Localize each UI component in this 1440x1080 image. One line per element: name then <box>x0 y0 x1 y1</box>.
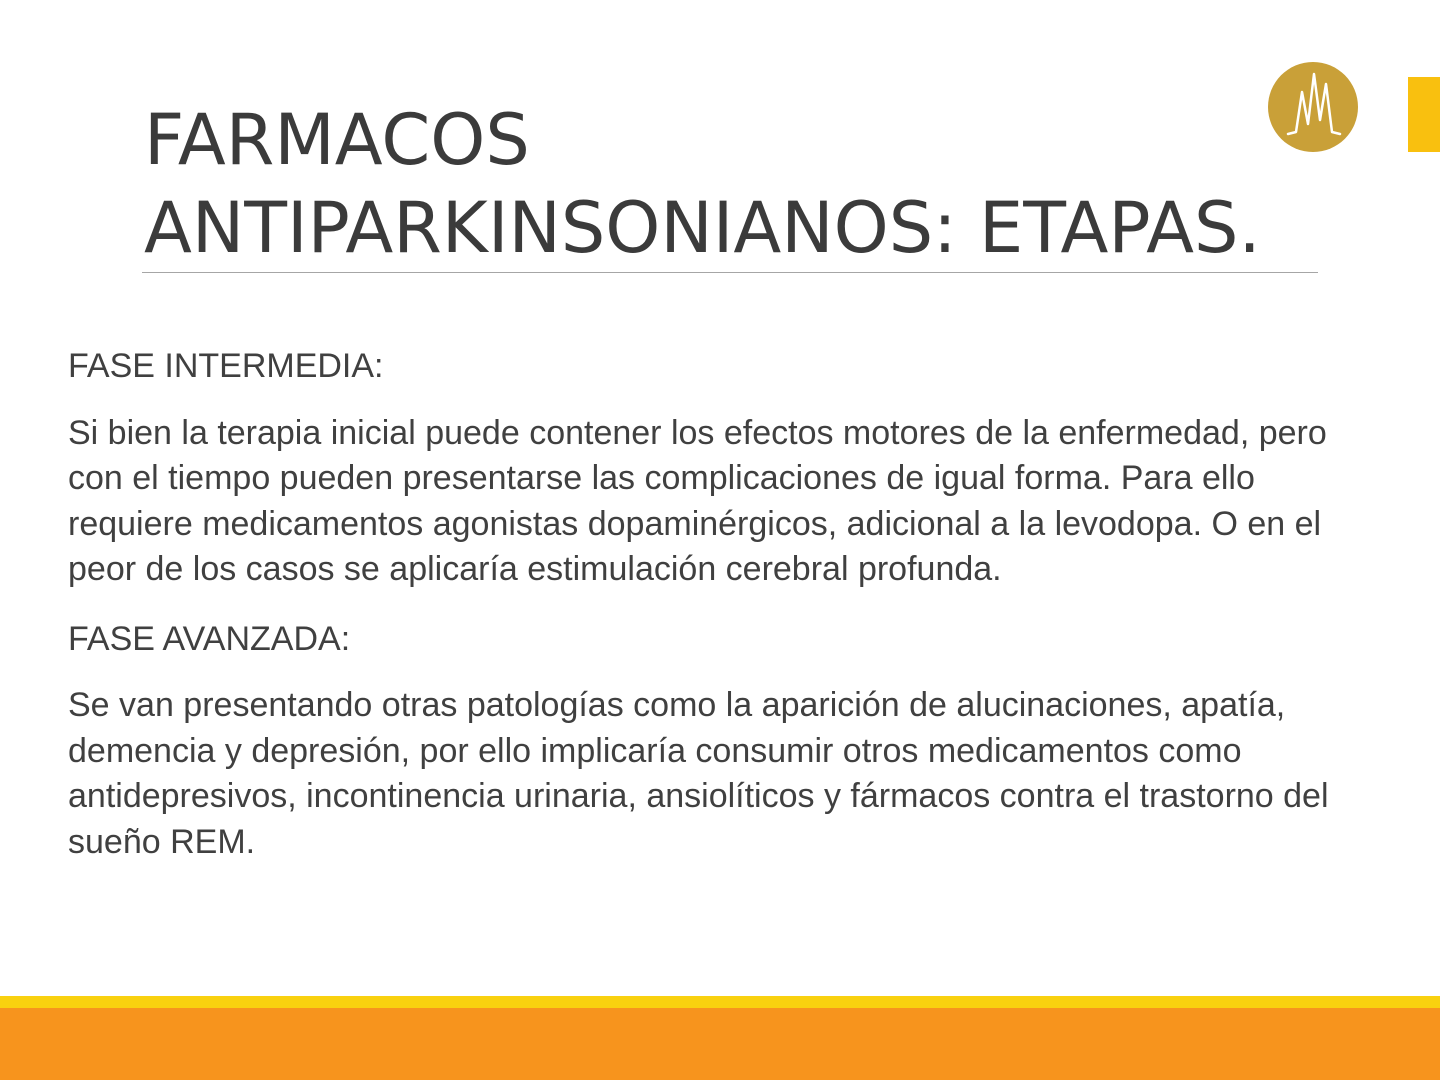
title-line-2: ANTIPARKINSONIANOS: ETAPAS. <box>144 187 1261 269</box>
footer-orange-band <box>0 1008 1440 1080</box>
footer-yellow-band <box>0 996 1440 1008</box>
section-text-avanzada: Se van presentando otras patologías como la aparición de alucinaciones, apatía, demencia y depresión, por ello implicaría consumir otros medicamentos como antidepresivos, incontinencia urinaria, ansiolíticos y fármacos contra el trastorno del sueño REM. <box>68 686 1329 861</box>
section-text-intermedia: Si bien la terapia inicial puede contener los efectos motores de la enfermedad, pero con el tiempo pueden presentarse las complicaciones de igual forma. Para ello requiere medicamentos agonistas dopaminérgicos, adicional a la levodopa. O en el peor de los casos se aplicaría estimulación cerebral profunda. <box>68 413 1327 588</box>
section-heading-intermedia: FASE INTERMEDIA: <box>68 347 384 385</box>
side-accent-tab <box>1408 77 1440 152</box>
heartbeat-logo-icon <box>1268 62 1358 152</box>
slide-body <box>68 344 1368 889</box>
slide-title <box>144 96 1294 272</box>
title-line-1: FARMACOS <box>144 99 530 181</box>
title-divider <box>142 272 1318 273</box>
section-heading-avanzada: FASE AVANZADA: <box>68 619 351 658</box>
